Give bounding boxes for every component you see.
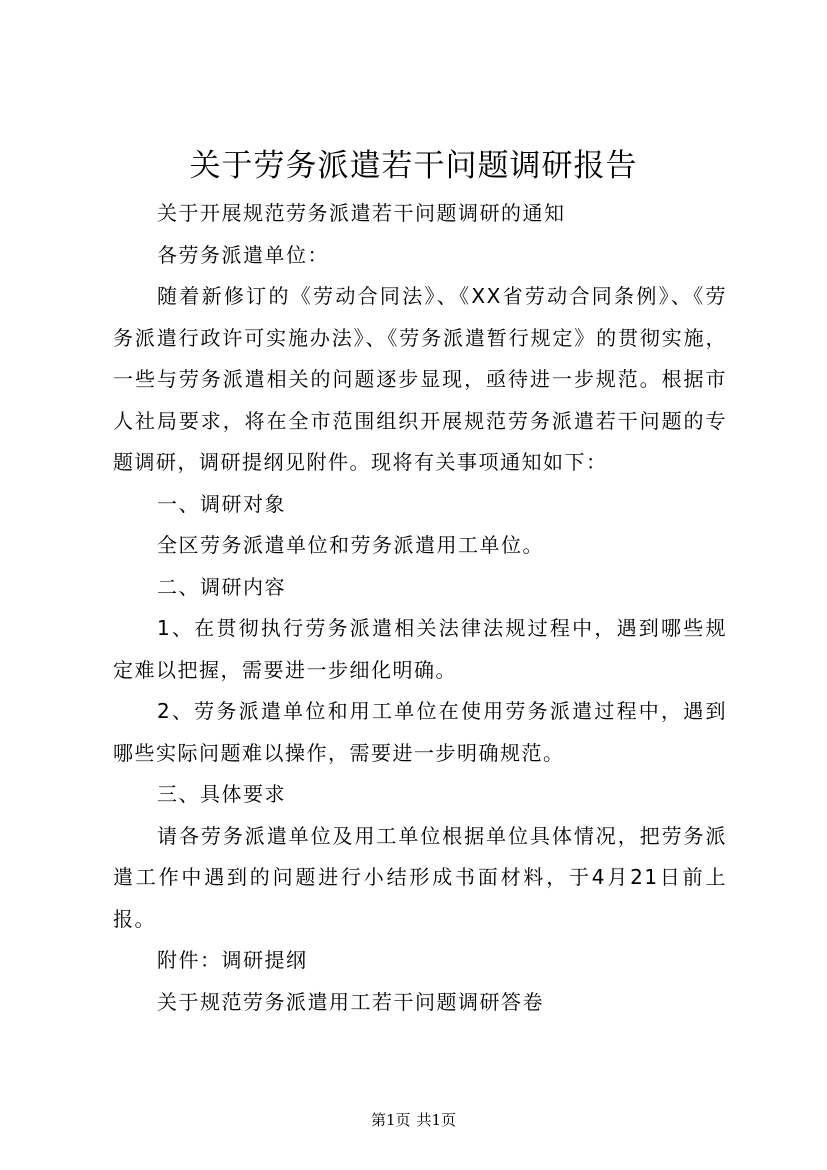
document-body xyxy=(113,193,727,1023)
content-item-1: 1、在贯彻执行劳务派遣相关法律法规过程中，遇到哪些规定难以把握，需要进一步细化明确。 xyxy=(113,616,727,682)
document-title: 关于劳务派遣若干问题调研报告 xyxy=(189,148,638,184)
page-footer xyxy=(0,1110,827,1130)
page-total: 共1页 xyxy=(416,1111,457,1129)
requirements-paragraph: 请各劳务派遣单位及用工单位根据单位具体情况，把劳务派遣工作中遇到的问题进行小结形成书面材料，于4月21日前上报。 xyxy=(113,823,727,931)
notice-heading: 关于开展规范劳务派遣若干问题调研的通知 xyxy=(157,201,566,225)
salutation: 各劳务派遣单位： xyxy=(157,242,329,267)
page-number: 第1页 xyxy=(370,1111,411,1129)
intro-paragraph: 随着新修订的《劳动合同法》、《XX省劳动合同条例》、《劳务派遣行政许可实施办法》、《劳务派遣暂行规定》的贯彻实施，一些与劳务派遣相关的问题逐步显现，亟待进一步规范。根据市人社局要求，将在全市范围组织开展规范劳务派遣若干问题的专题调研，调研提纲见附件。现将有关事项通知如下： xyxy=(113,284,727,474)
content-item-2: 2、劳务派遣单位和用工单位在使用劳务派遣过程中，遇到哪些实际问题难以操作，需要进一步明确规范。 xyxy=(113,699,727,765)
section-heading-requirements: 三、具体要求 xyxy=(157,782,286,806)
attachment-title: 关于规范劳务派遣用工若干问题调研答卷 xyxy=(157,989,544,1014)
attachment-label: 附件：调研提纲 xyxy=(157,948,308,972)
subjects-paragraph: 全区劳务派遣单位和劳务派遣用工单位。 xyxy=(157,533,544,557)
section-heading-content: 二、调研内容 xyxy=(157,574,286,599)
section-heading-subjects: 一、调研对象 xyxy=(157,491,286,516)
